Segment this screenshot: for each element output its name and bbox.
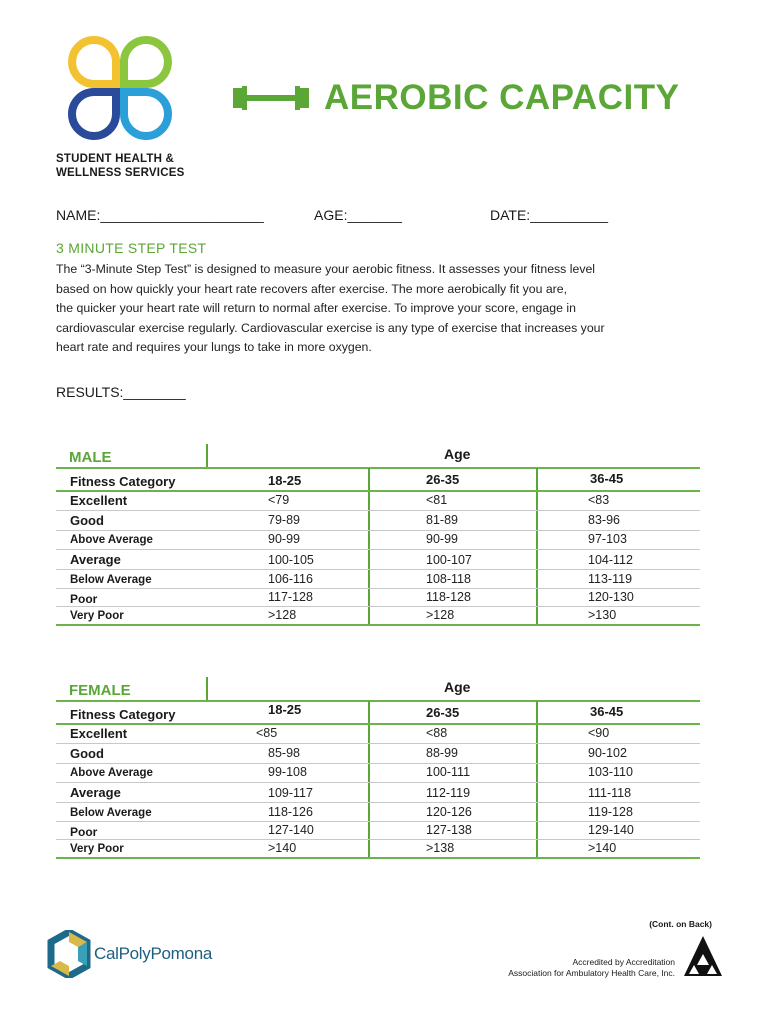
divider [56, 857, 700, 859]
col-header: 26-35 [426, 705, 460, 720]
intro-line: heart rate and requires your lungs to take in more oxygen. [56, 340, 372, 354]
divider [536, 468, 538, 626]
accreditation-line1: Accredited by Accreditation [572, 957, 675, 967]
table-cell: 113-119 [588, 572, 633, 586]
table-cell: 127-140 [268, 823, 314, 837]
org-name-line1: STUDENT HEALTH & [56, 153, 174, 165]
table-cell: 117-128 [268, 590, 313, 604]
divider [368, 701, 370, 859]
category-label: Poor [70, 592, 98, 606]
table-cell: 90-99 [268, 532, 300, 546]
divider [56, 510, 700, 511]
table-cell: 109-117 [268, 786, 313, 800]
table-cell: <83 [588, 493, 610, 507]
intro-paragraph [56, 260, 696, 358]
divider [56, 467, 700, 469]
category-label: Below Average [70, 574, 152, 586]
accreditation-note [508, 957, 675, 979]
table-cell: 120-130 [588, 590, 634, 604]
table-cell: <88 [426, 726, 448, 740]
triangle-logo-icon [682, 934, 724, 978]
date-field[interactable]: DATE:__________ [490, 207, 609, 223]
table-cell: 97-103 [588, 532, 627, 546]
category-label: Below Average [70, 807, 152, 819]
table-cell: 120-126 [426, 805, 472, 819]
table-cell: 83-96 [588, 513, 620, 527]
category-label: Very Poor [70, 610, 124, 622]
intro-line: The “3-Minute Step Test” is designed to measure your aerobic fitness. It assesses your fitness level [56, 262, 596, 276]
calpoly-wordmark: CalPolyPomona [94, 944, 212, 963]
table-cell: 118-126 [268, 805, 313, 819]
divider [56, 588, 700, 589]
clover-logo-icon [66, 34, 174, 140]
table-cell: <85 [256, 726, 278, 740]
intro-line: the quicker your heart rate will return to normal after exercise. To improve your score, engage in [56, 301, 576, 315]
table-cell: 81-89 [426, 513, 458, 527]
divider [206, 444, 208, 468]
table-cell: >138 [426, 841, 455, 855]
age-field[interactable]: AGE:_______ [314, 207, 402, 223]
table-cell: 90-99 [426, 532, 458, 546]
category-label: Good [70, 513, 104, 528]
divider [56, 530, 700, 531]
table-cell: 100-111 [426, 765, 471, 779]
male-table [56, 444, 700, 626]
col-header: 36-45 [590, 704, 624, 719]
cat-header: Fitness Category [70, 474, 176, 489]
male-label: MALE [69, 449, 112, 466]
divider [56, 782, 700, 783]
table-cell: 100-107 [426, 553, 472, 567]
female-table [56, 677, 700, 859]
female-label: FEMALE [69, 682, 131, 699]
calpoly-logo [46, 930, 216, 978]
org-name-line2: WELLNESS SERVICES [56, 167, 185, 179]
table-cell: <79 [268, 493, 290, 507]
divider [56, 606, 700, 607]
table-cell: 88-99 [426, 746, 458, 760]
name-field[interactable]: NAME:_____________________ [56, 207, 264, 223]
divider [56, 624, 700, 626]
divider [56, 821, 700, 822]
divider [56, 700, 700, 702]
table-cell: >128 [268, 608, 297, 622]
divider [56, 490, 700, 492]
intro-line: cardiovascular exercise regularly. Cardiovascular exercise is any type of exercise that increases your [56, 320, 605, 335]
results-field[interactable]: RESULTS:________ [56, 384, 186, 400]
col-header: 36-45 [590, 471, 624, 486]
col-header: 18-25 [268, 473, 302, 488]
divider [56, 723, 700, 725]
table-cell: 127-138 [426, 823, 472, 837]
table-cell: >130 [588, 608, 617, 622]
table-cell: 106-116 [268, 572, 313, 586]
divider [56, 569, 700, 570]
table-cell: 119-128 [588, 805, 633, 819]
category-label: Poor [70, 825, 98, 839]
table-cell: >128 [426, 608, 455, 622]
table-cell: 108-118 [426, 572, 471, 586]
table-cell: 112-119 [426, 786, 471, 800]
table-cell: 85-98 [268, 746, 300, 760]
table-cell: 118-128 [426, 590, 471, 604]
table-cell: 90-102 [588, 746, 627, 760]
table-cell: 104-112 [588, 553, 633, 567]
table-cell: 99-108 [268, 765, 307, 779]
divider [56, 802, 700, 803]
table-cell: 111-118 [588, 786, 632, 800]
category-label: Average [70, 785, 121, 800]
category-label: Above Average [70, 534, 153, 546]
category-label: Good [70, 746, 104, 761]
table-cell: 100-105 [268, 553, 314, 567]
dumbbell-icon [233, 86, 309, 110]
calpoly-logo-icon [46, 930, 92, 978]
divider [536, 701, 538, 859]
divider [206, 677, 208, 701]
col-header: 26-35 [426, 472, 460, 487]
divider [368, 468, 370, 626]
table-cell: 79-89 [268, 513, 300, 527]
category-label: Very Poor [70, 843, 124, 855]
table-cell: <90 [588, 726, 610, 740]
age-header: Age [444, 679, 471, 695]
accreditation-line2: Association for Ambulatory Health Care, Inc. [508, 968, 675, 978]
category-label: Excellent [70, 493, 128, 508]
table-cell: >140 [588, 841, 617, 855]
section-title: 3 MINUTE STEP TEST [56, 240, 207, 256]
org-name [56, 152, 184, 180]
category-label: Excellent [70, 726, 128, 741]
table-cell: >140 [268, 841, 297, 855]
divider [56, 763, 700, 764]
col-header: 18-25 [268, 702, 302, 717]
category-label: Average [70, 552, 121, 567]
table-cell: 103-110 [588, 765, 633, 779]
category-label: Above Average [70, 767, 153, 779]
cat-header: Fitness Category [70, 707, 176, 722]
page-title: AEROBIC CAPACITY [324, 78, 680, 117]
age-header: Age [444, 446, 471, 462]
divider [56, 549, 700, 550]
divider [56, 743, 700, 744]
divider [56, 839, 700, 840]
intro-line: based on how quickly your heart rate recovers after exercise. The more aerobically fit you are, [56, 281, 568, 296]
continued-note: (Cont. on Back) [649, 919, 712, 929]
table-cell: <81 [426, 493, 448, 507]
table-cell: 129-140 [588, 823, 634, 837]
